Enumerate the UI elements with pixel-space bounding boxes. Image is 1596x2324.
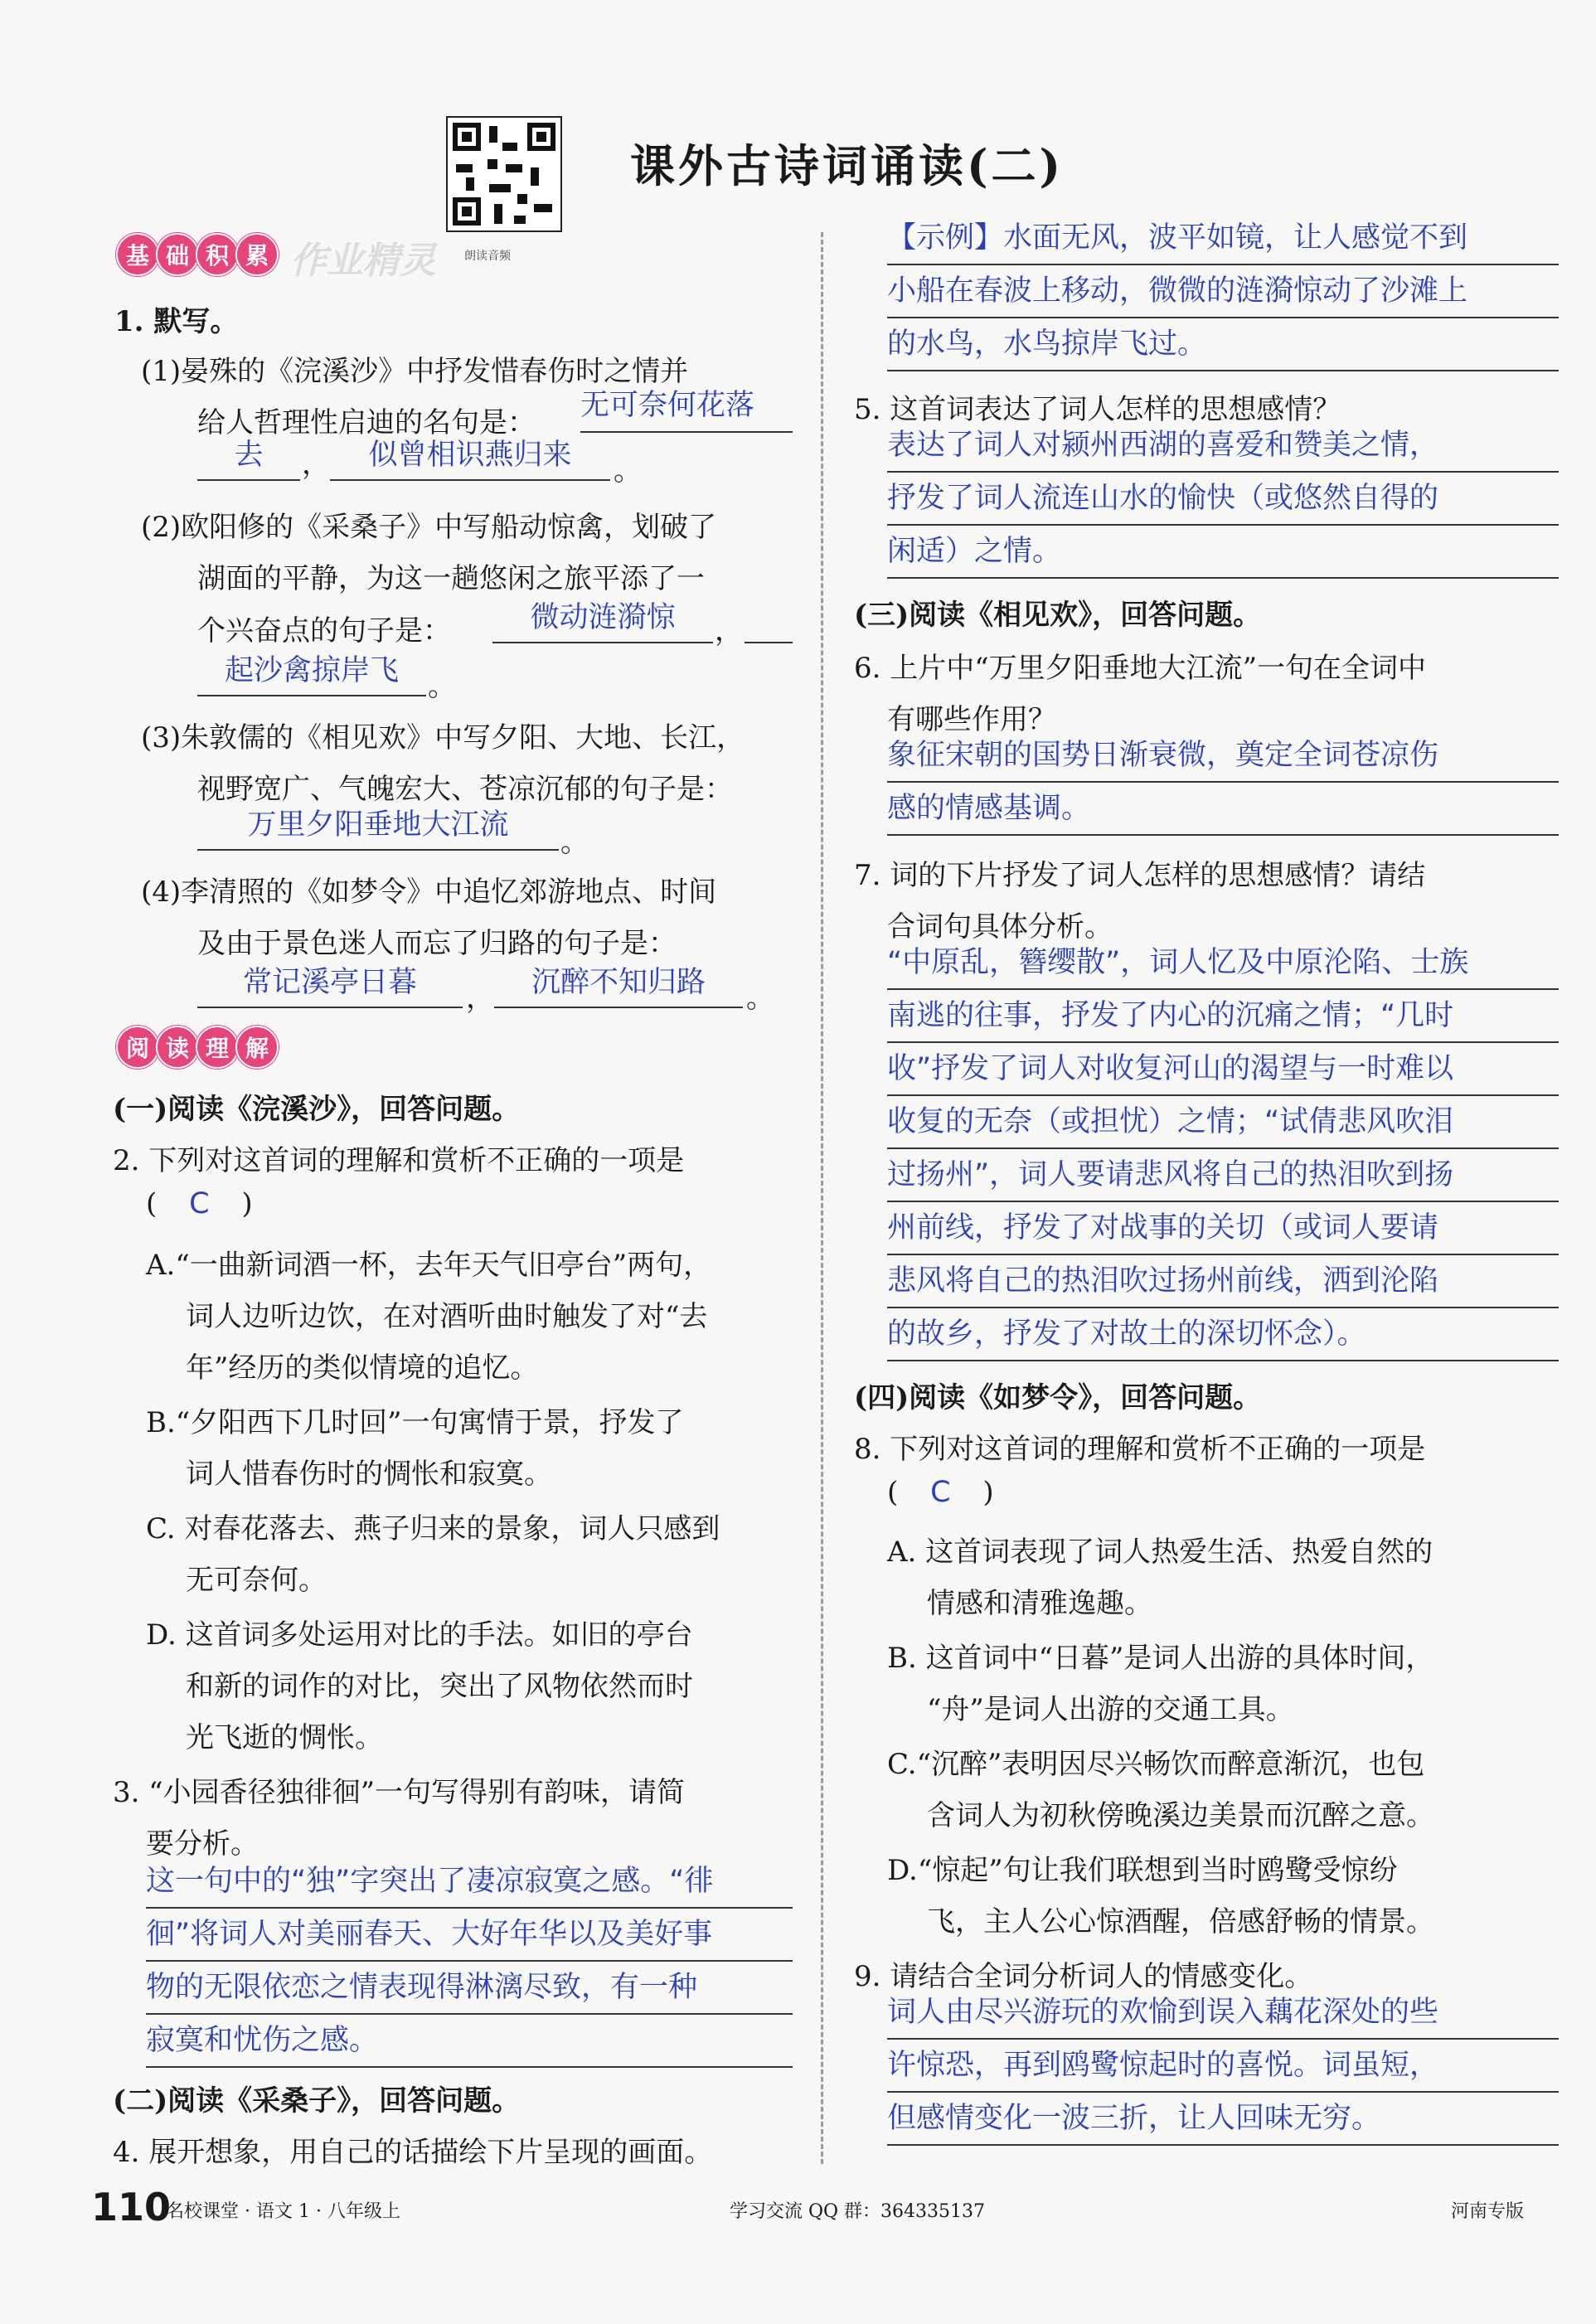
- section-badge-reading: [116, 1026, 275, 1068]
- book-info: 名校课堂 · 语文 1 · 八年级上: [166, 2201, 400, 2222]
- q1-p4-answer2: 沉醉不知归路: [494, 960, 743, 1008]
- q8-optD-1: D.“惊起”句让我们联想到当时鸥鹭受惊纷: [887, 1854, 1398, 1887]
- q9-answer-1: 词人由尽兴游玩的欢愉到误入藕花深处的些: [887, 1988, 1559, 2040]
- edition-label: 河南专版: [1451, 2201, 1525, 2222]
- q1-p2-line2: 湖面的平静，为这一趟悠闲之旅平添了一: [197, 562, 705, 595]
- badge-char: 累: [235, 233, 279, 276]
- q3-answer-1: 这一句中的“独”字突出了凄凉寂寞之感。“徘: [146, 1857, 793, 1909]
- q8-optA-1: A. 这首词表现了词人热爱生活、热爱自然的: [887, 1536, 1433, 1569]
- q7-answer-7: 悲风将自己的热泪吹过扬州前线，洒到沦陷: [887, 1257, 1559, 1308]
- q1-p4-line2: 及由于景色迷人而忘了归路的句子是：: [197, 927, 677, 960]
- q1-p1-answer1b: 去: [197, 433, 300, 481]
- q1-p2-line3: 个兴奋点的句子是：: [197, 614, 451, 648]
- q7-answer-4: 收复的无奈（或担忧）之情；“试倩悲风吹泪: [887, 1098, 1559, 1149]
- q2-optC-2: 无可奈何。: [186, 1564, 327, 1597]
- q9-answer-3: 但感情变化一波三折，让人回味无穷。: [887, 2094, 1559, 2146]
- q2-optB-2: 词人惜春伤时的惆怅和寂寞。: [186, 1458, 552, 1491]
- q8-optC-2: 含词人为初秋傍晚溪边美景而沉醉之意。: [927, 1799, 1434, 1832]
- q4-line1: 4. 展开想象，用自己的话描绘下片呈现的画面。: [113, 2136, 713, 2169]
- q3-line1: 3. “小园香径独徘徊”一句写得别有韵味，请简: [113, 1776, 686, 1809]
- page-title: 课外古诗词诵读(二): [630, 139, 1065, 192]
- q8-optB-1: B. 这首词中“日暮”是词人出游的具体时间，: [887, 1642, 1434, 1675]
- watermark: 作业精灵: [290, 240, 436, 282]
- q2-answer: C: [189, 1187, 210, 1220]
- punct: ，: [466, 982, 494, 1015]
- q1-head: 1. 默写。: [114, 305, 239, 338]
- qq-group: 学习交流 QQ 群：364335137: [730, 2201, 986, 2222]
- punct: 。: [560, 826, 589, 859]
- q1-p4-answer1: 常记溪亭日暮: [197, 960, 463, 1008]
- q9-line1: 9. 请结合全词分析词人的情感变化。: [854, 1960, 1313, 1993]
- part3-heading: (三)阅读《相见欢》，回答问题。: [854, 599, 1262, 632]
- qr-label: 朗读音频: [464, 250, 511, 263]
- part1-heading: (一)阅读《浣溪沙》，回答问题。: [113, 1093, 521, 1126]
- q5-answer-3: 闲适）之情。: [887, 527, 1559, 579]
- q7-answer-2: 南逃的往事，抒发了内心的沉痛之情；“几时: [887, 992, 1559, 1043]
- q2-optC-1: C. 对春花落去、燕子归来的景象，词人只感到: [146, 1512, 720, 1545]
- part4-heading: (四)阅读《如梦令》，回答问题。: [854, 1381, 1262, 1414]
- page-number: 110: [91, 2185, 172, 2229]
- column-divider: [821, 232, 823, 2164]
- q1-p3-line2: 视野宽广、气魄宏大、苍凉沉郁的句子是：: [197, 773, 733, 806]
- q6-answer-2: 感的情感基调。: [887, 784, 1559, 836]
- badge-char: 础: [156, 233, 199, 276]
- paren-right: ): [982, 1476, 994, 1509]
- q7-line2: 合词句具体分析。: [887, 910, 1113, 944]
- q1-p2-blank-tail: [745, 595, 793, 643]
- q1-p3-answer: 万里夕阳垂地大江流: [197, 803, 559, 851]
- q1-p1-answer2: 似曾相识燕归来: [330, 433, 610, 481]
- q8-optC-1: C.“沉醉”表明因尽兴畅饮而醉意渐沉，也包: [887, 1748, 1425, 1781]
- q5-line1: 5. 这首词表达了词人怎样的思想感情？: [854, 393, 1341, 426]
- q2-optA-2: 词人边听边饮，在对酒听曲时触发了对“去: [186, 1300, 708, 1333]
- q2-optA-1: A.“一曲新词酒一杯，去年天气旧亭台”两句，: [146, 1249, 712, 1282]
- qr-code[interactable]: [446, 116, 562, 232]
- part2-heading: (二)阅读《采桑子》，回答问题。: [113, 2084, 521, 2118]
- q1-p4-line1: (4)李清照的《如梦令》中追忆郊游地点、时间: [141, 876, 717, 909]
- punct: ，: [302, 448, 330, 481]
- punct: 。: [614, 454, 642, 488]
- q7-line1: 7. 词的下片抒发了词人怎样的思想感情？请结: [854, 859, 1426, 892]
- q8-answer: C: [930, 1476, 951, 1509]
- q3-answer-2: 徊”将词人对美丽春天、大好年华以及美好事: [146, 1910, 793, 1962]
- punct: ，: [715, 614, 743, 648]
- q2-line1: 2. 下列对这首词的理解和赏析不正确的一项是: [113, 1144, 685, 1177]
- q3-line2: 要分析。: [146, 1827, 259, 1861]
- q7-answer-6: 州前线，抒发了对战事的关切（或词人要请: [887, 1204, 1559, 1255]
- q2-optB-1: B.“夕阳西下几时回”一句寓情于景，抒发了: [146, 1406, 684, 1439]
- q1-p1-line2: 给人哲理性启迪的名句是：: [197, 406, 536, 439]
- q2-optA-3: 年”经历的类似情境的追忆。: [186, 1351, 539, 1385]
- badge-char: 阅: [116, 1026, 159, 1069]
- q4-answer-2: 小船在春波上移动，微微的涟漪惊动了沙滩上: [887, 267, 1559, 318]
- paren-right: ): [241, 1187, 253, 1220]
- q4-answer-3: 的水鸟，水鸟掠岸飞过。: [887, 320, 1559, 371]
- q7-answer-5: 过扬州”，词人要请悲风将自己的热泪吹到扬: [887, 1151, 1559, 1202]
- q2-paren: [146, 1187, 253, 1220]
- section-badge-basic: [116, 234, 275, 275]
- punct: 。: [428, 670, 456, 703]
- q3-answer-4: 寂寞和忧伤之感。: [146, 2016, 793, 2068]
- badge-char: 基: [116, 233, 159, 276]
- q5-answer-1: 表达了词人对颍州西湖的喜爱和赞美之情，: [887, 421, 1559, 473]
- q7-answer-8: 的故乡，抒发了对故土的深切怀念）。: [887, 1310, 1559, 1361]
- q6-line2: 有哪些作用？: [887, 703, 1056, 736]
- q5-answer-2: 抒发了词人流连山水的愉快（或悠然自得的: [887, 474, 1559, 526]
- q4-answer-1: 【示例】水面无风，波平如镜，让人感觉不到: [887, 214, 1559, 265]
- q8-optA-2: 情感和清雅逸趣。: [927, 1587, 1152, 1620]
- q8-optB-2: “舟”是词人出游的交通工具。: [927, 1693, 1294, 1726]
- q7-answer-3: 收”抒发了词人对收复河山的渴望与一时难以: [887, 1045, 1559, 1096]
- q2-optD-2: 和新的词作的对比，突出了风物依然而时: [186, 1670, 693, 1703]
- q2-optD-1: D. 这首词多处运用对比的手法。如旧的亭台: [146, 1618, 693, 1652]
- q1-p1-answer1a: 无可奈何花落: [580, 381, 793, 433]
- q1-p2-answer2: 起沙禽掠岸飞: [197, 648, 426, 696]
- q9-answer-2: 许惊恐，再到鸥鹭惊起时的喜悦。词虽短，: [887, 2041, 1559, 2093]
- q8-optD-2: 飞，主人公心惊酒醒，倍感舒畅的情景。: [927, 1905, 1434, 1938]
- q1-p3-line1: (3)朱敦儒的《相见欢》中写夕阳、大地、长江，: [141, 721, 745, 754]
- q1-p2-line1: (2)欧阳修的《采桑子》中写船动惊禽，划破了: [141, 511, 717, 544]
- q1-p1-line1: (1)晏殊的《浣溪沙》中抒发惜春伤时之情并: [141, 355, 689, 388]
- q1-p2-answer1: 微动涟漪惊: [492, 595, 713, 643]
- paren-left: (: [146, 1187, 158, 1220]
- badge-char: 读: [156, 1026, 199, 1069]
- q6-line1: 6. 上片中“万里夕阳垂地大江流”一句在全词中: [854, 652, 1427, 685]
- q2-optD-3: 光飞逝的惆怅。: [186, 1721, 383, 1754]
- q3-answer-3: 物的无限依恋之情表现得淋漓尽致，有一种: [146, 1963, 793, 2015]
- badge-char: 积: [196, 233, 239, 276]
- q6-answer-1: 象征宋朝的国势日渐衰微，奠定全词苍凉伤: [887, 731, 1559, 783]
- badge-char: 解: [235, 1026, 279, 1069]
- q8-paren: [887, 1476, 994, 1509]
- q8-line1: 8. 下列对这首词的理解和赏析不正确的一项是: [854, 1433, 1426, 1466]
- q7-answer-1: “中原乱，簪缨散”，词人忆及中原沦陷、士族: [887, 939, 1559, 990]
- badge-char: 理: [196, 1026, 239, 1069]
- punct: 。: [746, 982, 774, 1015]
- paren-left: (: [887, 1476, 899, 1509]
